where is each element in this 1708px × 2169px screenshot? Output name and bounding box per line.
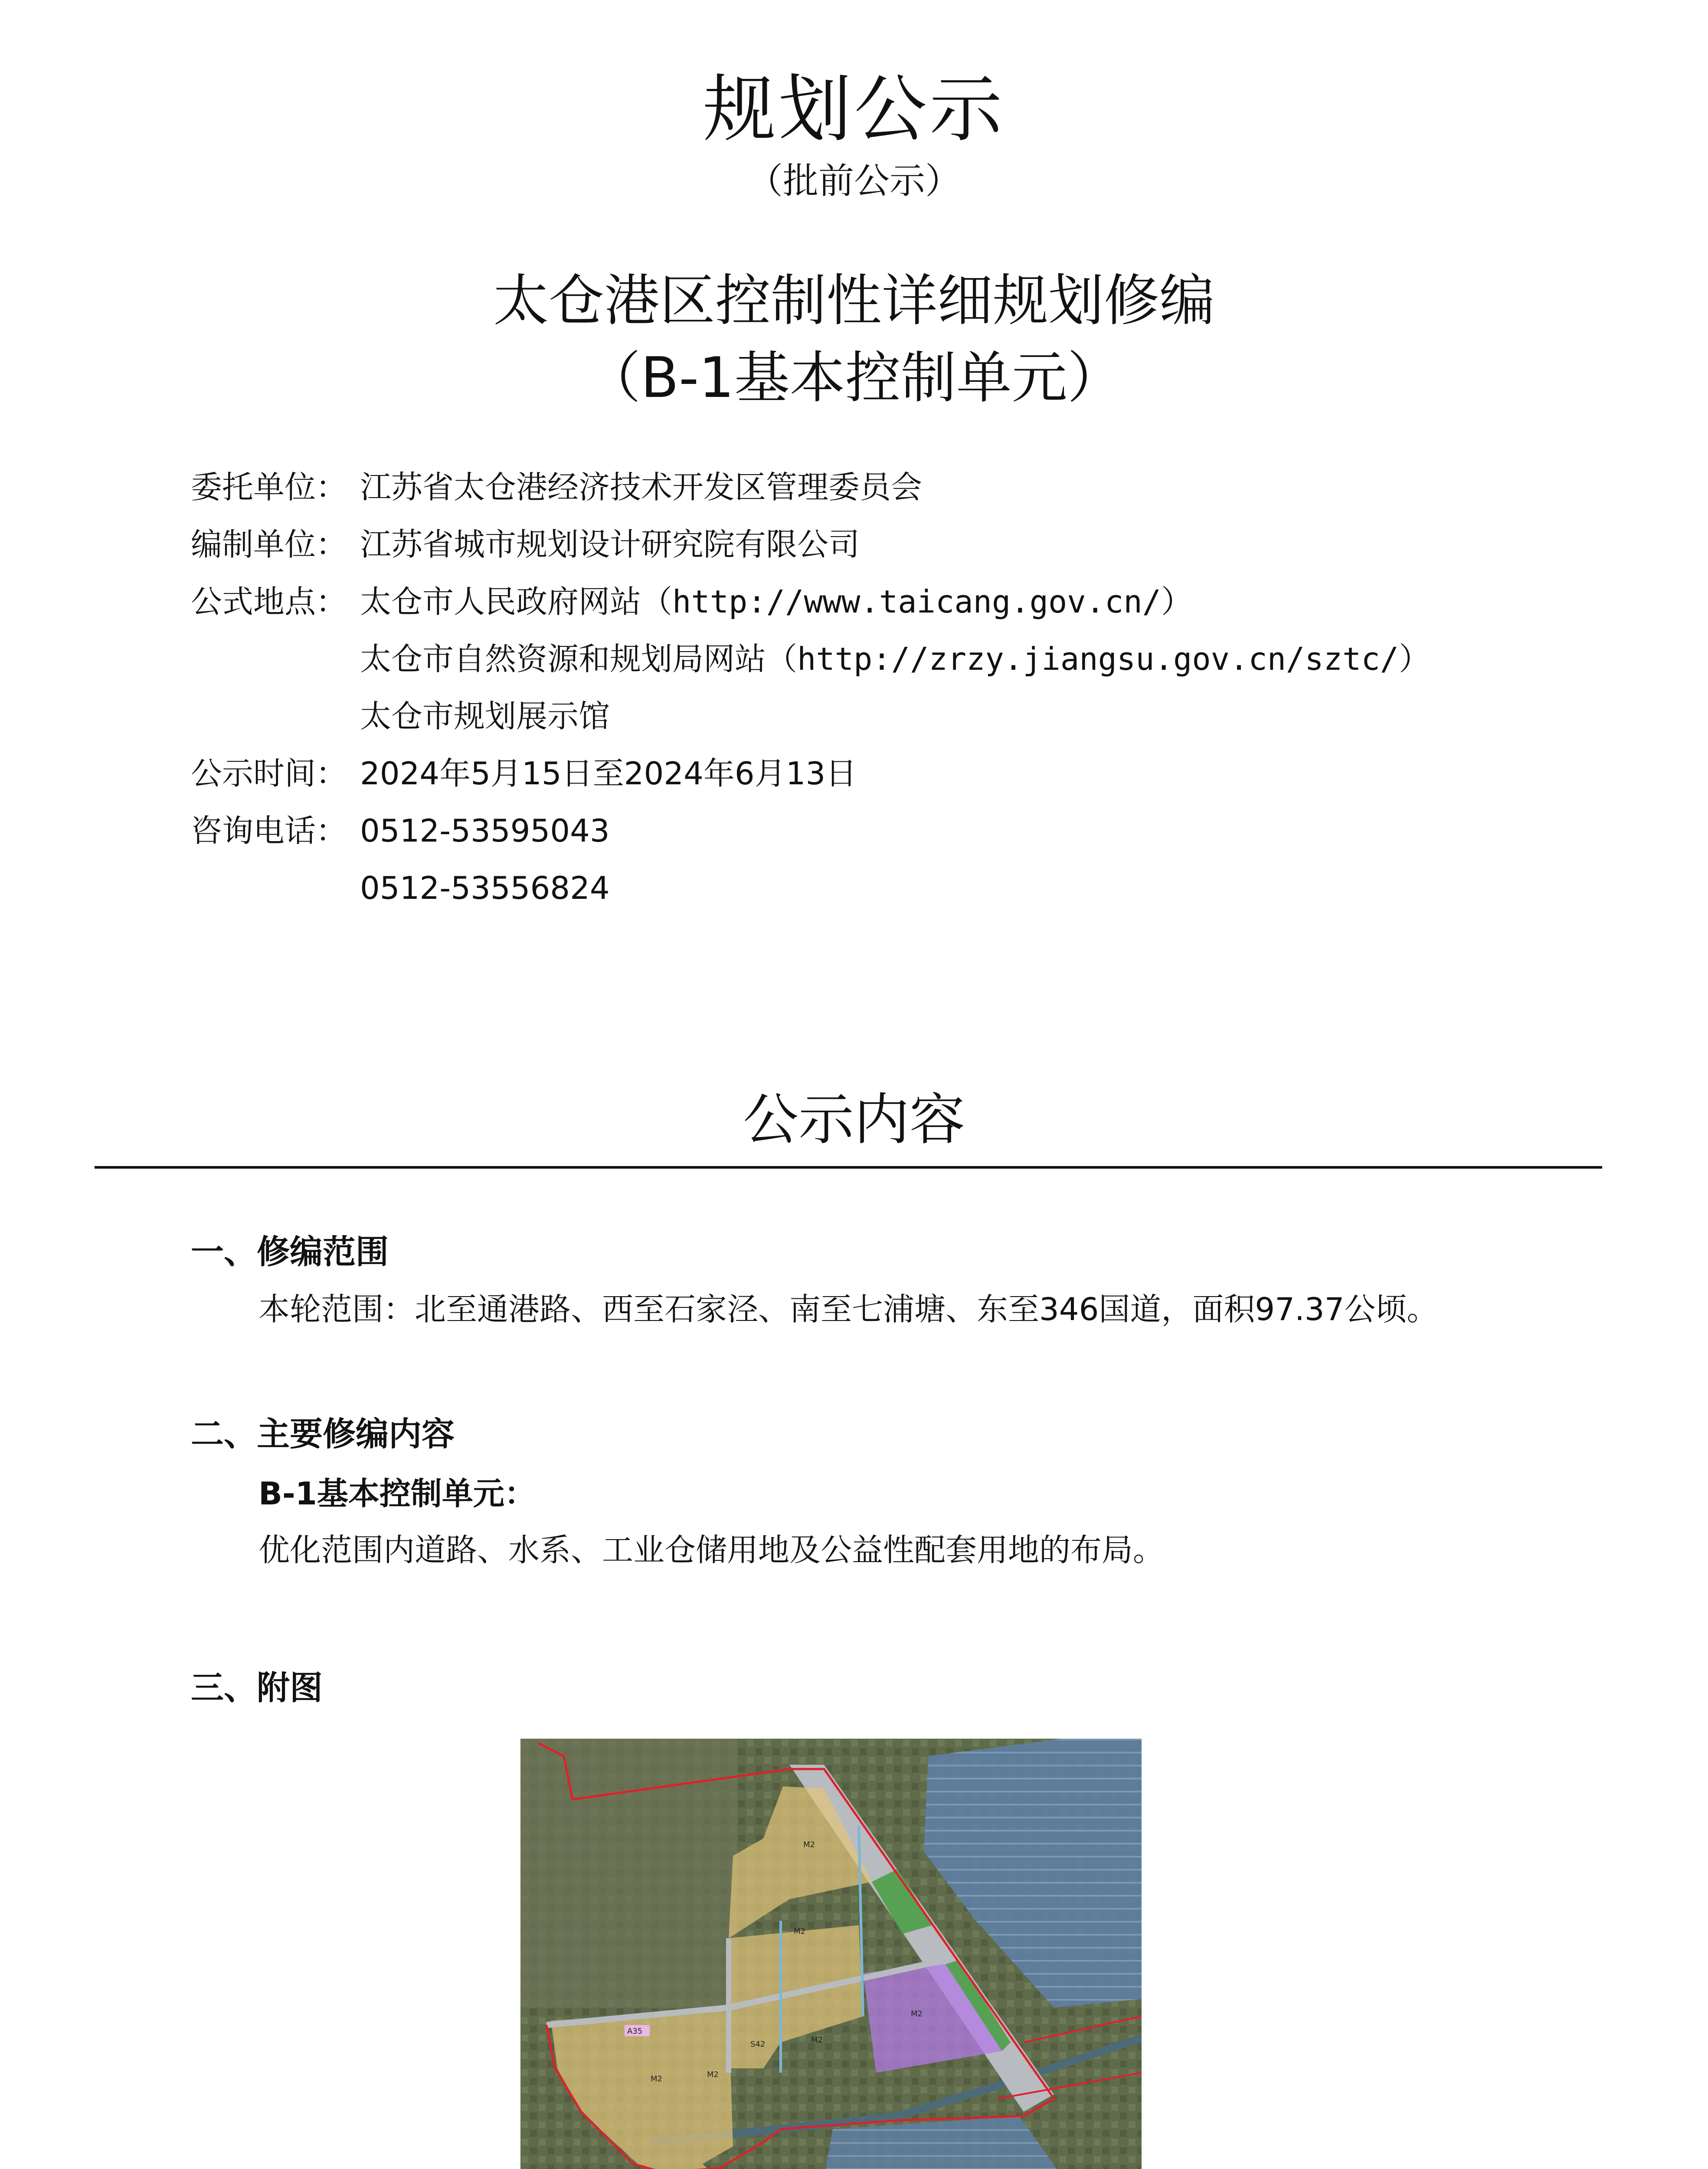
location-url-link[interactable]: （http://zrzy.jiangsu.gov.cn/sztc/）	[766, 641, 1430, 677]
location-item	[360, 635, 1430, 683]
map-label-m2: M2	[811, 2035, 823, 2044]
map-village-area	[520, 1739, 737, 2008]
section1-body: 本轮范围：北至通港路、西至石家泾、南至七浦塘、东至346国道，面积97.37公顷。	[258, 1291, 1438, 1327]
map-label-m2: M2	[911, 2009, 923, 2018]
location-name: 太仓市人民政府网站	[360, 583, 641, 620]
divider	[95, 1166, 1602, 1169]
page-subtitle: （批前公示）	[747, 161, 961, 202]
section1-title: 一、修编范围	[191, 1232, 389, 1271]
phone-number: 0512-53595043	[360, 813, 610, 849]
phone-number: 0512-53556824	[360, 870, 610, 906]
location-row-2	[0, 635, 1708, 683]
section2-body: 优化范围内道路、水系、工业仓储用地及公益性配套用地的布局。	[258, 1532, 1165, 1568]
location-row-3	[0, 692, 1708, 740]
map-label-m2: M2	[803, 1840, 815, 1849]
location-item	[360, 578, 1192, 626]
client-value: 江苏省太仓港经济技术开发区管理委员会	[360, 469, 923, 505]
map-label-m2: M2	[794, 1927, 805, 1936]
client-row	[0, 463, 1708, 511]
time-value: 2024年5月15日至2024年6月13日	[360, 755, 857, 792]
map-label-s42: S42	[750, 2040, 766, 2049]
map-svg	[520, 1739, 1142, 2169]
location-name: 太仓市规划展示馆	[360, 698, 610, 734]
map-label-a35: A35	[627, 2027, 643, 2036]
author-row	[0, 521, 1708, 568]
author-label: 编制单位：	[191, 526, 347, 563]
time-label: 公示时间：	[191, 755, 347, 792]
page-title: 规划公示	[703, 67, 1005, 152]
location-row-1	[0, 578, 1708, 626]
map-label-m2: M2	[707, 2070, 719, 2079]
map-label-m2: M2	[651, 2074, 662, 2084]
phone-label: 咨询电话：	[191, 813, 347, 849]
document-title-line1: 太仓港区控制性详细规划修编	[493, 269, 1215, 333]
content-heading: 公示内容	[743, 1088, 965, 1152]
section3-title: 三、附图	[191, 1668, 323, 1707]
location-name: 太仓市自然资源和规划局网站	[360, 641, 766, 677]
client-label: 委托单位：	[191, 469, 347, 505]
land-use-map	[520, 1739, 1142, 2169]
author-value: 江苏省城市规划设计研究院有限公司	[360, 526, 860, 563]
phone-row-2	[0, 864, 1708, 912]
phone-row-1	[0, 807, 1708, 855]
location-url-link[interactable]: （http://www.taicang.gov.cn/）	[641, 583, 1193, 620]
section2-title: 二、主要修编内容	[191, 1415, 455, 1453]
document-title-line2: （B-1基本控制单元）	[585, 346, 1123, 410]
time-row	[0, 750, 1708, 797]
location-label: 公式地点：	[191, 583, 347, 620]
section2-subtitle: B-1基本控制单元：	[258, 1475, 536, 1512]
